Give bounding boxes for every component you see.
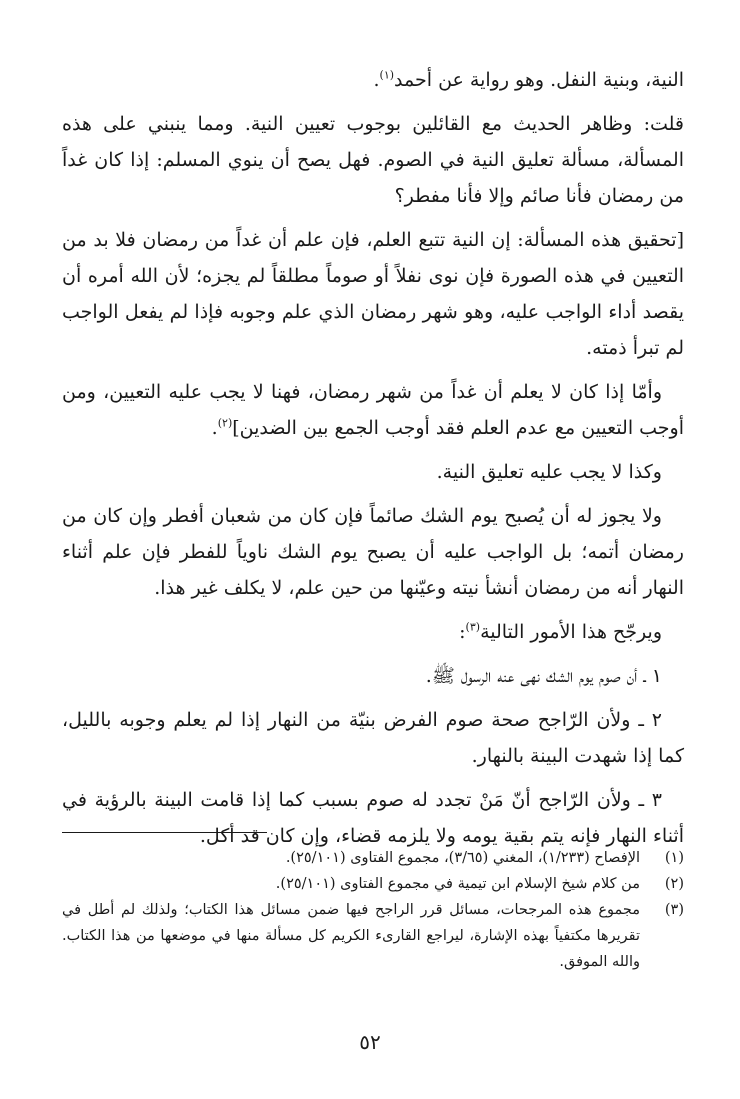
page-number: ٥٢ (359, 1030, 381, 1054)
page-body (62, 62, 684, 862)
paragraph-4: وأمّا إذا كان لا يعلم أن غداً من شهر رمضان، فهنا لا يجب عليه التعيين، ومن أوجب التعيين مع عدم العلم فقد أوجب الجمع بين الضدين]$^{(٢)}$. (62, 381, 684, 439)
list-item-3: ٣ ـ ولأن الرّاجح أنّ مَنْ تجدد له صوم بسبب كما إذا قامت البينة بالرؤية في أثناء النهار فإنه يتم بقية يومه ولا يلزمه قضاء، وإن كان قد أكل. (62, 789, 684, 847)
footnote-text: مجموع هذه المرجحات، مسائل قرر الراجح فيها ضمن مسائل هذا الكتاب؛ ولذلك لم أطل في تقريرها مكتفياً بهذه الإشارة، ليراجع القارىء الكريم كل مسألة منها في موضعها من هذا الكتاب. والله الموفق. (62, 902, 640, 970)
footnote-3 (62, 897, 684, 975)
paragraph-1: النية، وبنية النفل. وهو رواية عن أحمد$^{(١)}$. (373, 68, 684, 91)
footnote-ref-3[interactable]: (٣) (465, 620, 481, 634)
paragraph-5: وكذا لا يجب عليه تعليق النية. (436, 461, 662, 483)
paragraph-2: قلت: وظاهر الحديث مع القائلين بوجوب تعيين النية. ومما ينبني على هذه المسألة، مسألة تعليق النية في الصوم. فهل يصح أن ينوي المسلم: إذا كان غداً من رمضان فأنا صائم وإلا فأنا مفطر؟ (62, 113, 684, 207)
paragraph-6: ولا يجوز له أن يُصبح يوم الشك صائماً فإن كان من شعبان أفطر وإن كان من رمضان أتمه؛ بل الواجب عليه أن يصبح يوم الشك ناوياً للفطر فإن علم أثناء النهار أنه من رمضان أنشأ نيته وعيّنها من حين علم، لا يكلف غير هذا. (62, 505, 684, 599)
list-item-1: ١ ـ أن صوم يوم الشك نهى عنه الرسول ﷺ. (425, 665, 662, 687)
footnote-number: (٣) (664, 902, 684, 918)
list-item-2: ٢ ـ ولأن الرّاجح صحة صوم الفرض بنيّة من النهار إذا لم يعلم وجوبه بالليل، كما إذا شهدت البينة بالنهار. (62, 709, 684, 767)
footnote-text: من كلام شيخ الإسلام ابن تيمية في مجموع الفتاوى (٢٥/١٠١). (275, 876, 640, 892)
footnote-1 (62, 845, 684, 871)
footnote-text: الإفصاح (١/٢٣٣)، المغني (٣/٦٥)، مجموع الفتاوى (٢٥/١٠١). (285, 850, 640, 866)
footnote-ref-1[interactable]: (١) (379, 68, 395, 82)
paragraph-7: ويرجّح هذا الأمور التالية$^{(٣)}$: (459, 620, 662, 643)
footnotes (62, 845, 684, 975)
footnote-2 (62, 871, 684, 897)
footnote-divider (62, 832, 267, 833)
paragraph-3: [تحقيق هذه المسألة: إن النية تتبع العلم، فإن علم أن غداً من رمضان فلا بد من التعيين في هذه الصورة فإن نوى نفلاً أو صوماً مطلقاً لم يجزه؛ لأن الله أمره أن يقصد أداء الواجب عليه، وهو شهر رمضان الذي علم وجوبه فإذا لم يفعل الواجب لم تبرأ ذمته. (62, 229, 684, 359)
footnote-ref-2[interactable]: (٢) (217, 416, 233, 430)
footnote-number: (٢) (664, 876, 684, 892)
footnote-number: (١) (664, 850, 684, 866)
